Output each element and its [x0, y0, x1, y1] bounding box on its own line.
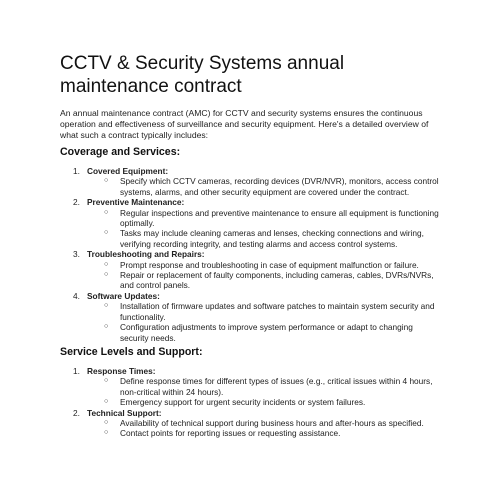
bullet-circle-icon: ○ — [104, 398, 109, 406]
item-title: Software Updates: — [87, 290, 160, 301]
bullet-circle-icon: ○ — [104, 377, 109, 385]
item-number: 3. — [73, 249, 80, 260]
list-item-troubleshooting — [60, 249, 440, 291]
bullet-text: Tasks may include cleaning cameras and lenses, checking connections and wiring, verifying recording integrity, and testing alarms and access control systems. — [120, 228, 424, 249]
bullet-text: Availability of technical support during business hours and after-hours as specified. — [120, 418, 424, 429]
section-heading-coverage: Coverage and Services: — [60, 146, 181, 158]
section-coverage — [60, 166, 440, 343]
item-number: 1. — [73, 366, 80, 376]
section-service-levels — [60, 366, 440, 439]
bullet-circle-icon: ○ — [104, 302, 109, 310]
document-title: CCTV & Security Systems annual maintenance contract — [60, 53, 345, 97]
bullet-item — [87, 376, 440, 397]
section-heading-service-levels: Service Levels and Support: — [60, 346, 203, 358]
list-item-preventive-maintenance — [60, 197, 440, 249]
bullet-circle-icon: ○ — [104, 323, 109, 331]
list-item-response-times — [60, 366, 440, 408]
item-number: 4. — [73, 290, 80, 301]
bullet-item — [87, 322, 440, 343]
bullet-list — [87, 301, 440, 343]
bullet-list — [87, 418, 440, 439]
bullet-list — [87, 208, 440, 250]
bullet-item — [87, 270, 440, 291]
item-title: Covered Equipment: — [87, 166, 169, 176]
bullet-circle-icon: ○ — [104, 271, 109, 279]
bullet-item — [87, 397, 440, 407]
bullet-item — [87, 228, 440, 249]
bullet-item — [87, 208, 440, 229]
bullet-text: Specify which CCTV cameras, recording devices (DVR/NVR), monitors, access control systems, alarms, and other security equipment are covered under the contract. — [120, 176, 439, 197]
intro-paragraph: An annual maintenance contract (AMC) for CCTV and security systems ensures the continuous operation and effectiveness of surveillance and security equipment. Here's a detailed overview of what such a contract typically includes: — [60, 108, 429, 140]
list-item-technical-support — [60, 408, 440, 439]
item-title: Response Times: — [87, 366, 156, 376]
bullet-list — [87, 376, 440, 407]
bullet-text: Configuration adjustments to improve system performance or adapt to changing security needs. — [120, 322, 413, 343]
item-title: Technical Support: — [87, 407, 162, 418]
bullet-circle-icon: ○ — [104, 208, 109, 216]
item-title: Troubleshooting and Repairs: — [87, 249, 205, 260]
item-title: Preventive Maintenance: — [87, 197, 185, 208]
bullet-circle-icon: ○ — [104, 229, 109, 237]
bullet-text: Emergency support for urgent security incidents or system failures. — [120, 397, 366, 408]
bullet-item — [87, 176, 440, 197]
bullet-circle-icon: ○ — [104, 429, 109, 437]
bullet-circle-icon: ○ — [104, 177, 109, 185]
bullet-item — [87, 428, 440, 438]
bullet-text: Repair or replacement of faulty components, including cameras, cables, DVRs/NVRs, and control panels. — [120, 270, 434, 291]
bullet-text: Regular inspections and preventive maintenance to ensure all equipment is functioning optimally. — [120, 207, 439, 229]
bullet-text: Define response times for different types of issues (e.g., critical issues within 4 hours, non-critical within 24 hours). — [120, 376, 433, 397]
bullet-item — [87, 260, 440, 270]
bullet-list — [87, 176, 440, 197]
bullet-item — [87, 418, 440, 428]
bullet-circle-icon: ○ — [104, 260, 109, 268]
bullet-list — [87, 260, 440, 291]
list-item-software-updates — [60, 291, 440, 343]
bullet-text: Prompt response and troubleshooting in case of equipment malfunction or failure. — [120, 259, 419, 270]
item-number: 1. — [73, 166, 80, 176]
bullet-item — [87, 301, 440, 322]
list-item-covered-equipment — [60, 166, 440, 197]
bullet-circle-icon: ○ — [104, 419, 109, 427]
item-number: 2. — [73, 407, 80, 418]
bullet-text: Installation of firmware updates and software patches to maintain system security and functionality. — [120, 301, 435, 322]
item-number: 2. — [73, 197, 80, 208]
bullet-text: Contact points for reporting issues or requesting assistance. — [120, 428, 341, 439]
